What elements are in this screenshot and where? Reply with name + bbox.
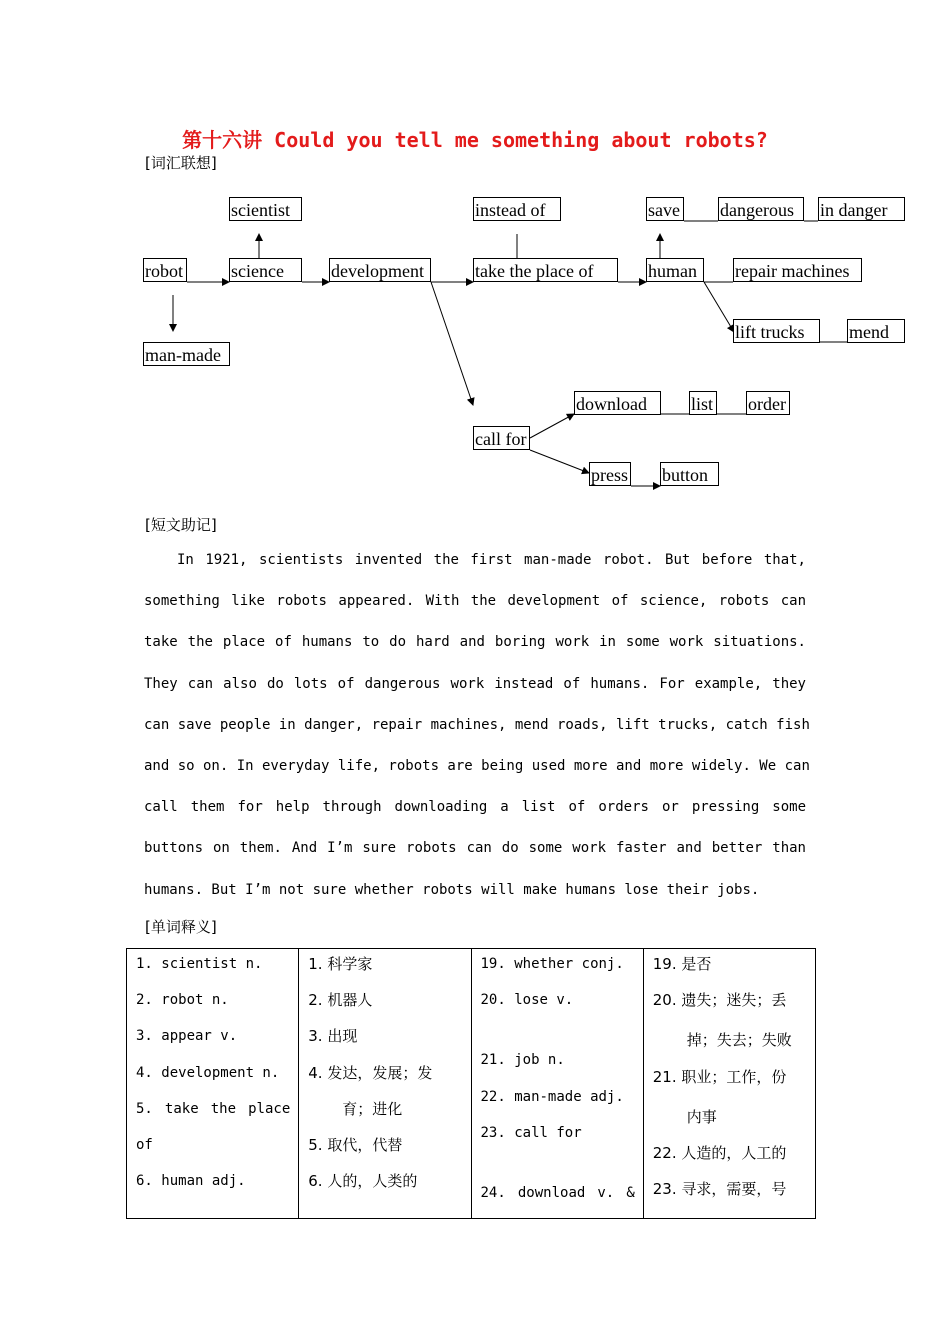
page-title: 第十六讲 Could you tell me something about robots? <box>182 128 768 152</box>
node-save: save <box>646 197 684 221</box>
vocab-meaning: 19. 是否 <box>652 955 712 973</box>
vocab-meaning: 内事 <box>686 1107 717 1126</box>
vocab-meaning: 掉；失去；失败 <box>686 1031 792 1050</box>
vocab-term: of <box>136 1136 153 1153</box>
vocab-col-chinese-2 <box>643 949 815 1219</box>
passage-line: In 1921, scientists invented the first man-made robot. But before that, <box>177 552 806 568</box>
vocab-term: 20. lose v. <box>480 992 574 1009</box>
vocab-col-chinese-1 <box>299 949 471 1219</box>
node-development: development <box>329 258 431 282</box>
vocab-col-english-2 <box>471 949 643 1219</box>
node-in-danger: in danger <box>818 197 905 221</box>
node-take-the-place-of: take the place of <box>473 258 618 282</box>
vocab-meaning: 22. 人造的，人工的 <box>652 1143 787 1162</box>
vocab-term: 5. take the place <box>136 1100 291 1117</box>
node-order: order <box>746 391 790 415</box>
vocab-term: 3. appear v. <box>136 1028 238 1045</box>
vocab-term: 6. human adj. <box>136 1173 246 1190</box>
node-scientist: scientist <box>229 197 302 221</box>
passage-line: call them for help through downloading a list of orders or pressing some <box>144 799 806 816</box>
node-press: press <box>589 462 631 486</box>
node-repair-machines: repair machines <box>733 258 862 282</box>
passage-line: something like robots appeared. With the development of science, robots can <box>144 593 806 610</box>
vocab-table <box>126 948 816 1219</box>
arrow-callfor-download <box>530 414 574 438</box>
vocab-term: 4. development n. <box>136 1064 280 1081</box>
node-call-for: call for <box>473 426 530 450</box>
node-science: science <box>229 258 302 282</box>
vocab-meaning: 3. 出现 <box>308 1027 358 1046</box>
passage-line: take the place of humans to do hard and boring work in some work situations. <box>144 634 806 651</box>
vocab-col-english-1 <box>127 949 299 1219</box>
node-instead-of: instead of <box>473 197 561 221</box>
node-list: list <box>689 391 717 415</box>
node-lift-trucks: lift trucks <box>733 319 820 343</box>
section-word-meaning: [单词释义] <box>145 918 217 936</box>
node-button: button <box>660 462 719 486</box>
vocab-term: 22. man-made adj. <box>480 1088 624 1105</box>
vocab-term: 24. download v. & <box>480 1184 635 1201</box>
node-man-made: man-made <box>143 342 230 366</box>
vocab-meaning: 2. 机器人 <box>308 991 373 1010</box>
section-short-text: [短文助记] <box>145 516 217 534</box>
arrow-development-callfor <box>431 282 473 405</box>
vocab-meaning: 4. 发达，发展；发 <box>308 1063 433 1082</box>
vocab-meaning: 5. 取代，代替 <box>308 1135 403 1154</box>
node-human: human <box>646 258 704 282</box>
vocab-meaning: 20. 遗失；迷失；丢 <box>652 991 787 1010</box>
passage-line: and so on. In everyday life, robots are being used more and more widely. We can <box>144 757 810 774</box>
passage-line: humans. But I’m not sure whether robots will make humans lose their jobs. <box>144 881 760 898</box>
section-vocab-assoc: [词汇联想] <box>145 154 217 172</box>
vocab-meaning: 6. 人的，人类的 <box>308 1172 418 1191</box>
vocab-term: 23. call for <box>480 1124 582 1141</box>
node-mend: mend <box>847 319 905 343</box>
vocab-term: 2. robot n. <box>136 992 229 1009</box>
vocab-meaning: 1. 科学家 <box>308 955 373 973</box>
vocab-term: 1. scientist n. <box>136 956 263 972</box>
vocab-meaning: 23. 寻求，需要，号 <box>652 1180 787 1199</box>
node-dangerous: dangerous <box>718 197 804 221</box>
vocab-term: 19. whether conj. <box>480 956 624 972</box>
vocab-meaning: 21. 职业；工作，份 <box>652 1067 787 1086</box>
vocab-meaning: 育；进化 <box>342 1099 403 1118</box>
node-download: download <box>574 391 661 415</box>
arrow-callfor-press <box>530 450 589 473</box>
vocab-term: 21. job n. <box>480 1052 565 1069</box>
passage-line: can save people in danger, repair machines, mend roads, lift trucks, catch fish <box>144 716 810 733</box>
node-robot: robot <box>143 258 187 282</box>
passage <box>144 549 810 920</box>
passage-line: They can also do lots of dangerous work instead of humans. For example, they <box>144 675 806 692</box>
arrow-human-lifttrucks <box>704 282 734 332</box>
passage-line: buttons on them. And I’m sure robots can do some work faster and better than <box>144 840 806 857</box>
